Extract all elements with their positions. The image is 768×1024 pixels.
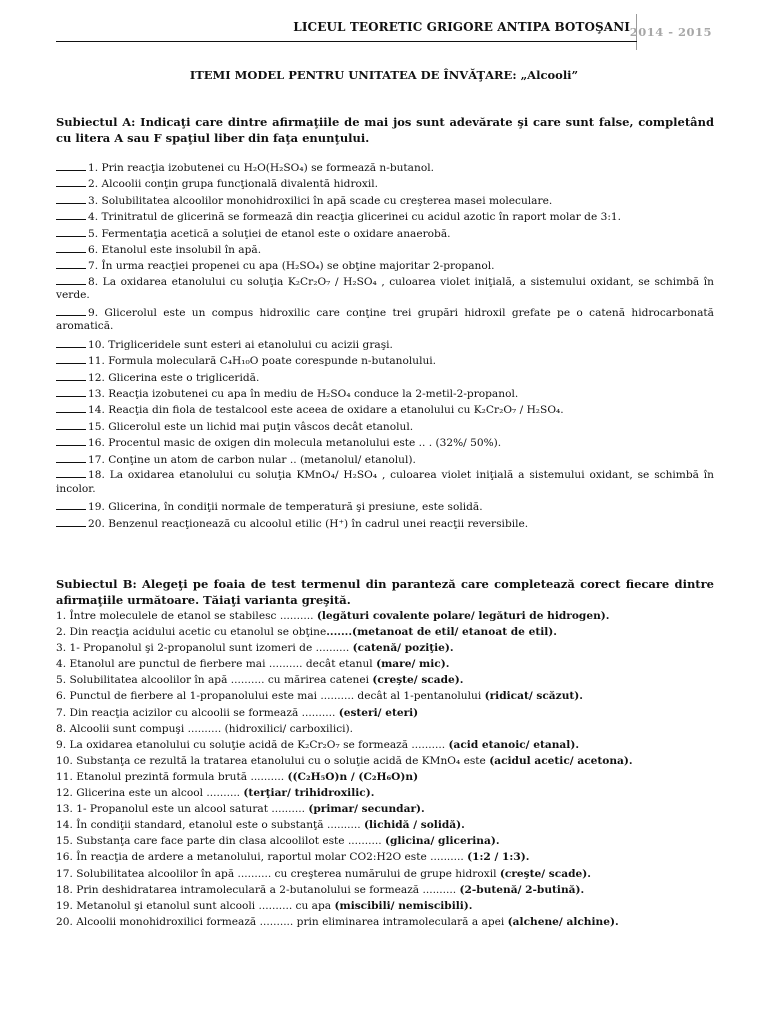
statement-item <box>56 258 714 274</box>
completion-text: 9. La oxidarea etanolului cu soluţie acidă de K₂Cr₂O₇ se formează .......... <box>56 738 449 751</box>
completion-text: 5. Solubilitatea alcoolilor în apă .......... cu mărirea catenei <box>56 674 373 687</box>
statement-text: 20. Benzenul reacţionează cu alcoolul etilic (H⁺) în cadrul unei reacţii reversibile. <box>88 517 529 530</box>
answer-blank[interactable] <box>56 436 86 446</box>
statement-text: 16. Procentul masic de oxigen din molecula metanolului este .. . (32%/ 50%). <box>88 437 502 450</box>
document-title: ITEMI MODEL PENTRU UNITATEA DE ÎNVĂŢARE: „Alcooli” <box>189 68 579 82</box>
statement-item <box>56 242 714 258</box>
answer-options: .......(metanoat de etil/ etanoat de etil). <box>326 626 557 639</box>
answer-blank[interactable] <box>56 243 86 253</box>
statement-item <box>56 337 714 353</box>
answer-blank[interactable] <box>56 161 86 171</box>
completion-item <box>56 688 714 704</box>
school-year: 2014 - 2015 <box>629 25 712 39</box>
statement-item <box>56 468 714 496</box>
answer-options: (creşte/ scade). <box>372 674 464 687</box>
answer-options: (mare/ mic). <box>376 658 450 671</box>
answer-options: (primar/ secundar). <box>308 803 425 816</box>
statement-text: 19. Glicerina, în condiţii normale de temperatură şi presiune, este solidă. <box>88 501 483 514</box>
completion-text: 15. Substanţa care face parte din clasa alcoolilot este .......... <box>56 835 385 848</box>
answer-options: (esteri/ eteri) <box>338 706 419 719</box>
completion-text: 1. Între moleculele de etanol se stabilesc .......... <box>56 610 317 622</box>
completion-item <box>56 672 714 688</box>
statement-item <box>56 516 714 532</box>
section-a-heading: Subiectul A: Indicaţi care dintre afirmaţiile de mai jos sunt adevărate şi care sunt false, completând cu litera A sau F spaţiul liber din faţa enunţului. <box>56 115 714 145</box>
statement-text: 5. Fermentaţia acetică a soluţiei de etanol este o oxidare anaerobă. <box>88 227 451 240</box>
completion-item <box>56 608 714 624</box>
answer-options: (1:2 / 1:3). <box>467 851 530 864</box>
section-b-items <box>56 608 714 930</box>
completion-item <box>56 721 714 737</box>
completion-text: 11. Etanolul prezintă formula brută .......... <box>56 770 288 783</box>
statement-item <box>56 176 714 192</box>
completion-text: 13. 1- Propanolul este un alcool saturat .......... <box>56 803 309 816</box>
answer-blank[interactable] <box>56 177 86 187</box>
completion-item <box>56 801 714 817</box>
statement-text: 8. La oxidarea etanolului cu soluţia K₂Cr₂O₇ / H₂SO₄ , culoarea violet iniţială, a sistemului oxidant, se schimbă în verde. <box>56 275 714 302</box>
statement-item <box>56 353 714 369</box>
answer-options: (creşte/ scade). <box>499 867 591 880</box>
answer-options: (alchene/ alchine). <box>507 915 619 928</box>
answer-options: (legături covalente polare/ legături de hidrogen). <box>316 610 610 622</box>
statement-item <box>56 160 714 176</box>
answer-blank[interactable] <box>56 259 86 269</box>
completion-text: 7. Din reacţia acizilor cu alcoolii se formează .......... <box>56 706 339 719</box>
completion-item <box>56 849 714 865</box>
statement-text: 1. Prin reacţia izobutenei cu H₂O(H₂SO₄) se formează n-butanol. <box>88 162 434 174</box>
section-b <box>56 576 714 930</box>
completion-item <box>56 785 714 801</box>
completion-item <box>56 656 714 672</box>
statement-text: 12. Glicerina este o trigliceridă. <box>88 371 260 384</box>
completion-item <box>56 624 714 640</box>
answer-blank[interactable] <box>56 210 86 220</box>
statement-text: 4. Trinitratul de glicerină se formează din reacţia glicerinei cu acidul azotic în raport molar de 3:1. <box>88 211 622 224</box>
answer-blank[interactable] <box>56 500 86 510</box>
answer-options: (miscibili/ nemiscibili). <box>334 899 473 912</box>
header-rule <box>56 41 637 42</box>
statement-text: 14. Reacţia din fiola de testalcool este aceea de oxidare a etanolului cu K₂Cr₂O₇ / H₂SO₄. <box>88 404 564 417</box>
statement-text: 18. La oxidarea etanolului cu soluţia KMnO₄/ H₂SO₄ , culoarea violet iniţială a sistemului oxidant, se schimbă în incolor. <box>56 469 714 495</box>
completion-text: 12. Glicerina este un alcool .......... <box>56 787 244 800</box>
answer-options: (glicina/ glicerina). <box>384 835 500 848</box>
answer-options: (terţiar/ trihidroxilic). <box>243 787 375 800</box>
completion-text: 17. Solubilitatea alcoolilor în apă .......... cu creşterea numărului de grupe hidroxil <box>56 867 500 880</box>
completion-item <box>56 866 714 882</box>
statement-text: 2. Alcoolii conţin grupa funcţională divalentă hidroxil. <box>88 178 379 191</box>
statement-item <box>56 226 714 242</box>
statement-text: 11. Formula moleculară C₄H₁₀O poate corespunde n-butanolului. <box>88 355 437 368</box>
completion-text: 2. Din reacţia acidului acetic cu etanolul se obţine <box>56 626 327 639</box>
statement-item <box>56 419 714 435</box>
page-header <box>56 14 712 44</box>
answer-options: ((C₂H₅O)n / (C₂H₆O)n) <box>287 770 419 783</box>
completion-text: 3. 1- Propanolul şi 2-propanolul sunt izomeri de .......... <box>56 642 353 655</box>
statement-item <box>56 435 714 451</box>
completion-text: 10. Substanţa ce rezultă la tratarea etanolului cu o soluţie acidă de KMnO₄ este <box>56 754 490 767</box>
completion-item <box>56 753 714 769</box>
statement-text: 13. Reacţia izobutenei cu apa în mediu de H₂SO₄ conduce la 2-metil-2-propanol. <box>88 388 519 401</box>
completion-item <box>56 817 714 833</box>
statement-text: 9. Glicerolul este un compus hidroxilic care conţine trei grupări hidroxil grefate pe o catenă hidrocarbonată aromatică. <box>56 306 714 333</box>
completion-item <box>56 640 714 656</box>
statement-text: 15. Glicerolul este un lichid mai puţin vâscos decât etanolul. <box>88 420 414 433</box>
answer-options: (ridicat/ scăzut). <box>484 690 583 703</box>
completion-text: 16. În reacţia de ardere a metanolului, raportul molar CO2:H2O este .......... <box>56 851 468 864</box>
statement-item <box>56 402 714 418</box>
answer-blank[interactable] <box>56 194 86 204</box>
statement-text: 17. Conţine un atom de carbon nular .. (metanolul/ etanolul). <box>88 453 416 466</box>
completion-text: 19. Metanolul şi etanolul sunt alcooli .......... cu apa <box>56 899 335 912</box>
statement-item <box>56 499 714 515</box>
statement-item <box>56 370 714 386</box>
answer-options: (catenă/ poziţie). <box>352 642 454 655</box>
completion-text: 14. În condiţii standard, etanolul este o substanţă .......... <box>56 819 365 832</box>
answer-options: (lichidă / solidă). <box>364 819 465 832</box>
completion-item <box>56 737 714 753</box>
answer-blank[interactable] <box>56 420 86 430</box>
answer-blank[interactable] <box>56 453 86 463</box>
answer-blank[interactable] <box>56 403 86 413</box>
answer-blank[interactable] <box>56 354 86 364</box>
completion-text: 20. Alcoolii monohidroxilici formează .......... prin eliminarea intramoleculară a apei <box>56 915 508 928</box>
answer-blank[interactable] <box>56 517 86 527</box>
answer-blank[interactable] <box>56 387 86 397</box>
section-b-heading: Subiectul B: Alegeţi pe foaia de test termenul din paranteză care completează corect fiecare dintre afirmaţiile următoare. Tăiaţi varianta greşită. <box>56 577 714 607</box>
answer-options: (2-butenă/ 2-butină). <box>459 883 585 896</box>
statement-item <box>56 275 714 303</box>
section-a-items <box>56 160 714 532</box>
answer-options: (acidul acetic/ acetona). <box>489 754 633 767</box>
statement-item <box>56 386 714 402</box>
completion-text: 6. Punctul de fierbere al 1-propanolului este mai .......... decât al 1-pentanolului <box>56 690 485 703</box>
answer-blank[interactable] <box>56 371 86 381</box>
completion-item <box>56 882 714 898</box>
completion-item <box>56 705 714 721</box>
answer-options: (acid etanoic/ etanal). <box>448 738 580 751</box>
statement-item <box>56 306 714 334</box>
statement-text: 6. Etanolul este insolubil în apă. <box>88 244 262 257</box>
statement-text: 3. Solubilitatea alcoolilor monohidroxilici în apă scade cu creşterea masei moleculare. <box>88 194 553 207</box>
completion-text: 4. Etanolul are punctul de fierbere mai .......... decât etanul <box>56 658 377 671</box>
statement-text: 7. În urma reacţiei propenei cu apa (H₂SO₄) se obţine majoritar 2-propanol. <box>88 260 495 273</box>
answer-blank[interactable] <box>56 275 86 285</box>
statement-item <box>56 209 714 225</box>
answer-blank[interactable] <box>56 306 86 316</box>
answer-blank[interactable] <box>56 227 86 237</box>
statement-item <box>56 452 714 468</box>
completion-text: 18. Prin deshidratarea intramoleculară a 2-butanolului se formează .......... <box>56 883 460 896</box>
completion-item <box>56 769 714 785</box>
answer-blank[interactable] <box>56 338 86 348</box>
statement-item <box>56 193 714 209</box>
school-name: LICEUL TEORETIC GRIGORE ANTIPA BOTOŞANI <box>293 20 630 34</box>
section-a <box>56 114 714 532</box>
statement-text: 10. Trigliceridele sunt esteri ai etanolului cu acizii graşi. <box>88 338 393 351</box>
completion-item <box>56 898 714 914</box>
completion-item <box>56 833 714 849</box>
completion-text: 8. Alcoolii sunt compuşi .......... (hidroxilici/ carboxilici). <box>56 722 354 735</box>
answer-blank[interactable] <box>56 468 86 478</box>
completion-item <box>56 914 714 930</box>
